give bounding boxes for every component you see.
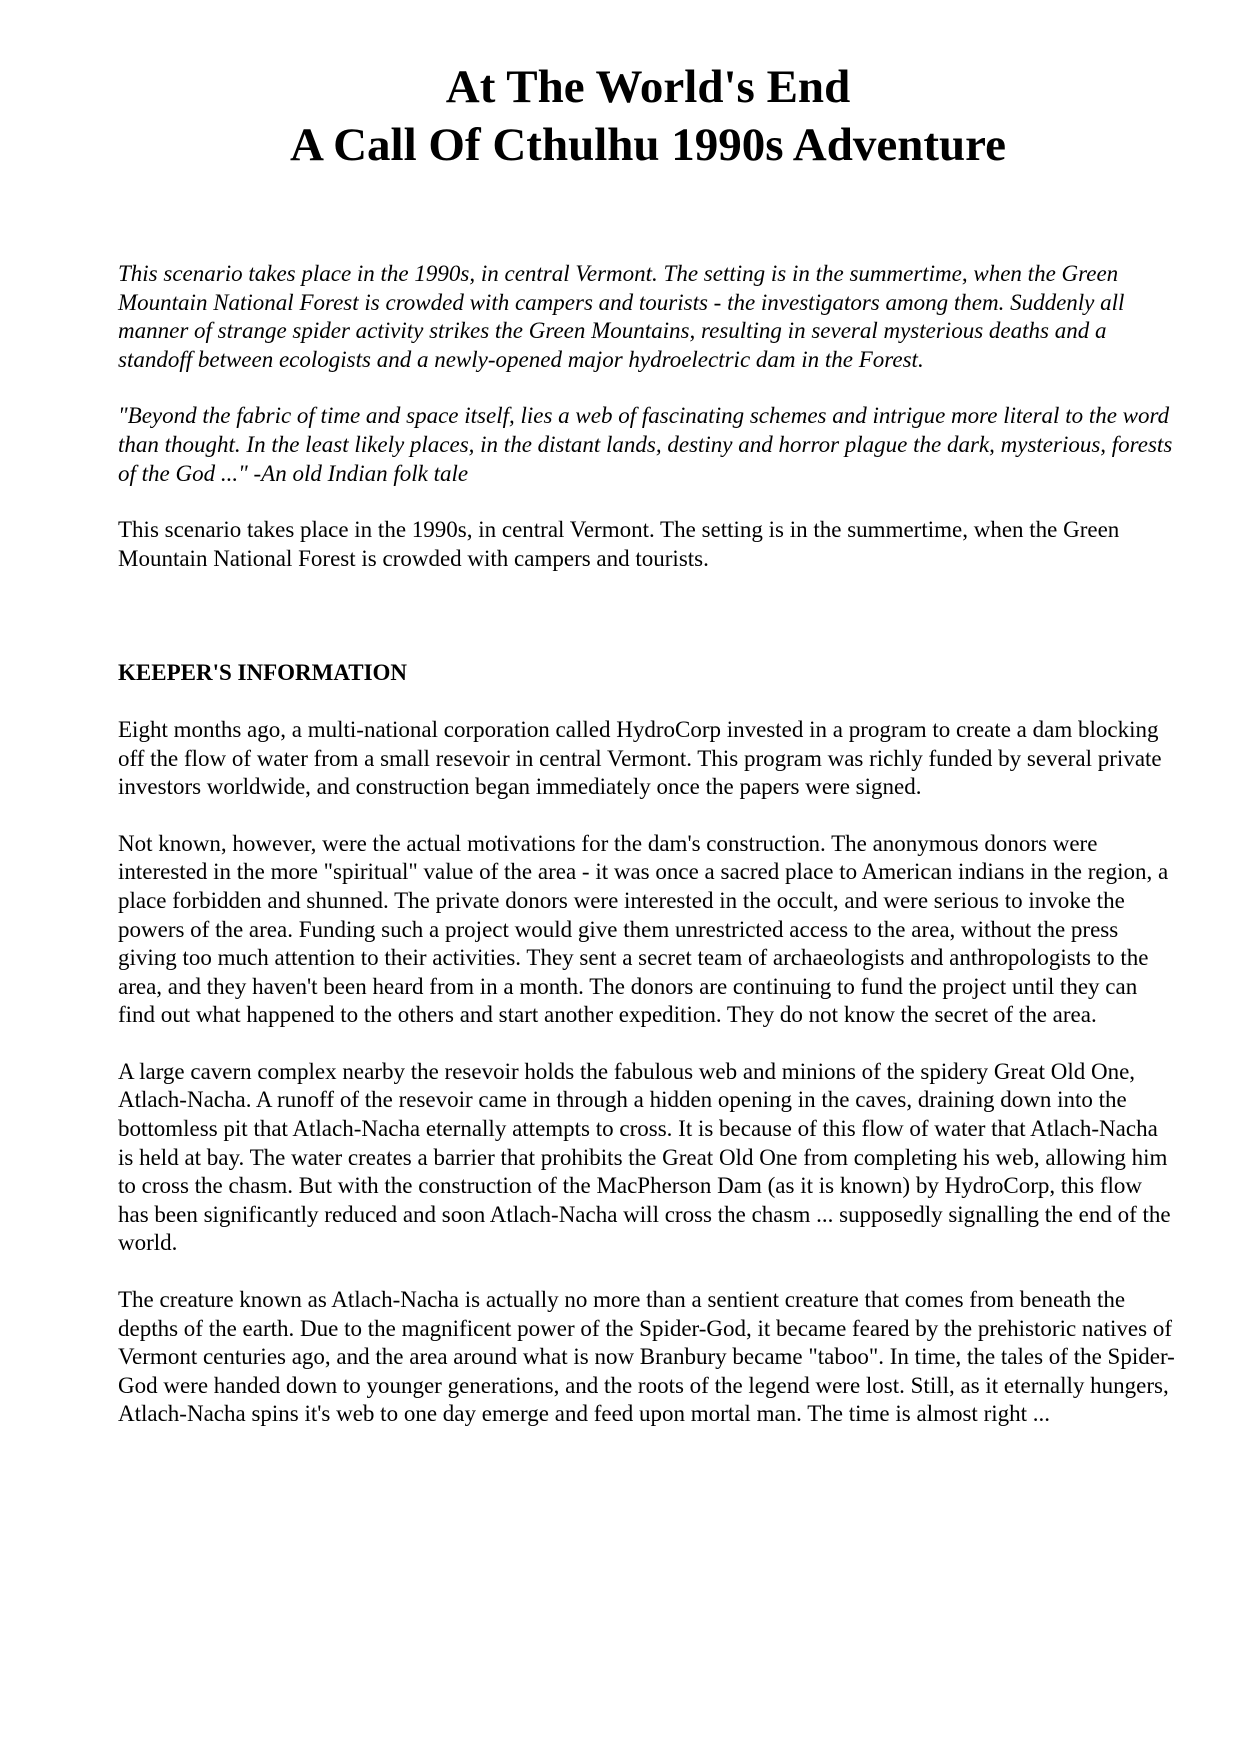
intro-plain-paragraph: This scenario takes place in the 1990s, in central Vermont. The setting is in the summertime, when the Green Mountain National Forest is crowded with campers and tourists. [118,517,1120,571]
document-page [118,58,1178,1429]
document-title [118,58,1178,174]
title-line-1: At The World's End [445,61,851,113]
keeper-paragraph-4: The creature known as Atlach-Nacha is actually no more than a sentient creature that comes from beneath the depths of the earth. Due to the magnificent power of the Spider-God, it became feared by the prehistoric natives of Vermont centuries ago, and the area around what is now Branbury became "taboo". In time, the tales of the Spider-God were handed down to younger generations, and the roots of the legend were lost. Still, as it eternally hungers, Atlach-Nacha spins it's web to one day emerge and feed upon mortal man. The time is almost right ... [118,1287,1175,1427]
keeper-paragraph-1: Eight months ago, a multi-national corporation called HydroCorp invested in a program to create a dam blocking off the flow of water from a small resevoir in central Vermont. This program was richly funded by several private investors worldwide, and construction began immediately once the papers were signed. [118,716,1162,800]
keeper-paragraph-3: A large cavern complex nearby the resevoir holds the fabulous web and minions of the spidery Great Old One, Atlach-Nacha. A runoff of the resevoir came in through a hidden opening in the caves, draining down into the bottomless pit that Atlach-Nacha eternally attempts to cross. It is because of this flow of water that Atlach-Nacha is held at bay. The water creates a barrier that prohibits the Great Old One from completing his web, allowing him to cross the chasm. But with the construction of the MacPherson Dam (as it is known) by HydroCorp, this flow has been significantly reduced and soon Atlach-Nacha will cross the chasm ... supposedly signalling the end of the world. [118,1058,1171,1256]
keeper-paragraph-2: Not known, however, were the actual motivations for the dam's construction. The anonymous donors were interested in the more "spiritual" value of the area - it was once a sacred place to American indians in the region, a place forbidden and shunned. The private donors were interested in the occult, and were serious to invoke the powers of the area. Funding such a project would give them unrestricted access to the area, without the press giving too much attention to their activities. They sent a secret team of archaeologists and anthropologists to the area, and they haven't been heard from in a month. The donors are continuing to fund the project until they can find out what happened to the others and start another expedition. They do not know the secret of the area. [118,830,1169,1028]
intro-italic-paragraph-1: This scenario takes place in the 1990s, in central Vermont. The setting is in the summertime, when the Green Mountain National Forest is crowded with campers and tourists - the investigators among them. Suddenly all manner of strange spider activity strikes the Green Mountains, resulting in several mysterious deaths and a standoff between ecologists and a newly-opened major hydroelectric dam in the Forest. [118,261,1125,372]
intro-italic-quote: "Beyond the fabric of time and space itself, lies a web of fascinating schemes and intrigue more literal to the word than thought. In the least likely places, in the distant lands, destiny and horror plague the dark, mysterious, forests of the God ..." -An old Indian folk tale [118,403,1173,486]
section-heading-keepers-information: KEEPER'S INFORMATION [118,660,408,686]
title-line-2: A Call Of Cthulhu 1990s Adventure [289,119,1006,171]
